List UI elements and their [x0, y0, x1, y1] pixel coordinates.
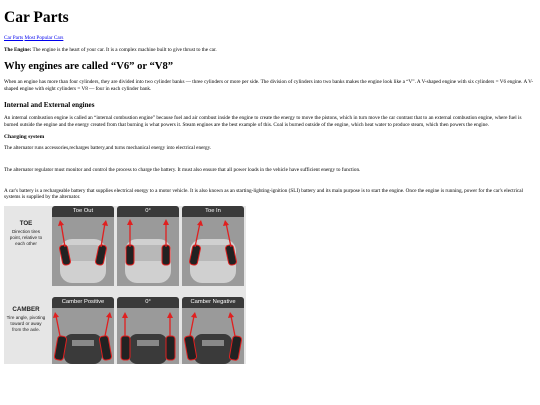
- paragraph-cylinders: When an engine has more than four cylinders, they are divided into two cylinder banks — three cylinders or more per side. The division of cylinders into two banks makes the engine look like a “V”. A V-shaped engine with six cylinders = V6 engine. A V-shaped engine with eight cylinders = V8 — four in each cylinder bank.: [4, 79, 534, 92]
- paragraph-battery: A car's battery is a rechargeable battery that supplies electrical energy to a motor vehicle. It is also known as an starting-lighting-ignition (SLI) battery and its main purpose is to start the engine. Once the engine is running, power for the car's electrical systems is supplied by the alternator.: [4, 187, 523, 201]
- panel-camber-negative-title: Camber Negative: [182, 297, 244, 308]
- toe-label: [6, 220, 46, 247]
- link-car-parts[interactable]: Car Parts: [4, 34, 24, 41]
- camber-zero-car-icon: [117, 308, 179, 364]
- toe-in-car-icon: [182, 217, 244, 286]
- toe-zero-car-icon: [117, 217, 179, 286]
- section-heading-charging: Charging system: [4, 134, 45, 141]
- camber-title: CAMBER: [12, 305, 40, 313]
- paragraph-regulator: The alternator regulator must monitor and control the process to charge the battery. It must also ensure that all power loads in the vehicle have sufficient energy to function.: [4, 166, 361, 173]
- section-heading-v6-v8: Why engines are called “V6” or “V8”: [4, 61, 174, 73]
- paragraph-combustion: An internal combustion engine is called an “internal combustion engine” because fuel and air combust inside the engine to create the energy to move the pistons, which in turn move the car contrast that to an external combustion engine, where fuel is burned outside the engine and the energy created from that burning is what powers it. Steam engines are the best example of this. Coal is burned outside of the engine, which heat water to produce steam, which then powers the engine.: [4, 115, 522, 128]
- page-title: Car Parts: [4, 9, 69, 26]
- panel-toe-zero-title: 0°: [117, 206, 179, 217]
- panel-toe-in-title: Toe In: [182, 206, 244, 217]
- alignment-diagram: [4, 206, 246, 364]
- panel-camber-positive: [52, 297, 114, 364]
- panel-camber-positive-title: Camber Positive: [52, 297, 114, 308]
- panel-toe-out-title: Toe Out: [52, 206, 114, 217]
- paragraph-alternator: The alternator runs accessories,recharges battery,and turns mechanical energy into electrical energy.: [4, 145, 212, 152]
- panel-toe-zero: [117, 206, 179, 286]
- camber-description: Tire angle, pivoting toward or away from the axle.: [6, 314, 46, 332]
- toe-out-car-icon: [52, 217, 114, 286]
- camber-negative-car-icon: [182, 308, 244, 364]
- panel-camber-zero: [117, 297, 179, 364]
- panel-toe-out: [52, 206, 114, 286]
- panel-camber-zero-title: 0°: [117, 297, 179, 308]
- nav-links: [4, 35, 536, 41]
- toe-title: TOE: [19, 219, 33, 227]
- camber-label: [6, 306, 46, 333]
- section-heading-internal-external: Internal and External engines: [4, 101, 95, 110]
- engine-text: The engine is the heart of your car. It is a complex machine built to give thrust to the car.: [31, 46, 217, 53]
- engine-label: The Engine:: [4, 46, 32, 53]
- link-most-popular-cars[interactable]: Most Popular Cars: [24, 34, 64, 41]
- panel-camber-negative: [182, 297, 244, 364]
- engine-intro: [4, 47, 536, 53]
- panel-toe-in: [182, 206, 244, 286]
- toe-description: Direction tires point, relative to each other: [9, 228, 43, 246]
- camber-positive-car-icon: [52, 308, 114, 364]
